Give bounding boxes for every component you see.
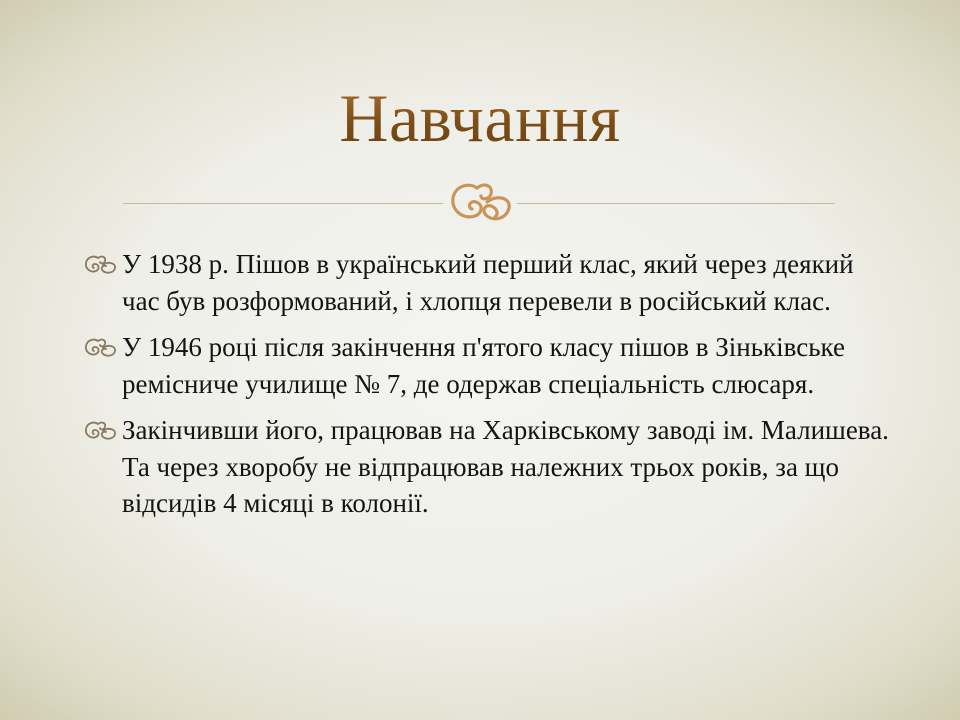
ornamental-bullet-icon <box>84 420 118 440</box>
ornamental-flourish-icon <box>447 176 515 226</box>
bullet-text: Закінчивши його, працював на Харківському заводі ім. Малишева. Та через хворобу не відпрацював належних трьох років, за що відсидів 4 місяці в колонії. <box>122 415 889 518</box>
bullet-list <box>84 246 894 532</box>
ornamental-bullet-icon <box>84 337 118 357</box>
bullet-item <box>84 246 894 319</box>
bullet-text: У 1938 р. Пішов в український перший клас, який через деякий час був розформований, і хлопця перевели в російський клас. <box>122 249 854 316</box>
slide-title: Навчання <box>0 78 960 158</box>
title-divider-right <box>517 203 835 204</box>
title-divider-left <box>123 203 443 204</box>
ornamental-bullet-icon <box>84 254 118 274</box>
bullet-item <box>84 329 894 402</box>
bullet-item <box>84 412 894 522</box>
bullet-text: У 1946 році після закінчення п'ятого класу пішов в Зіньківське ремісниче училище № 7, де одержав спеціальність слюсаря. <box>122 332 845 399</box>
